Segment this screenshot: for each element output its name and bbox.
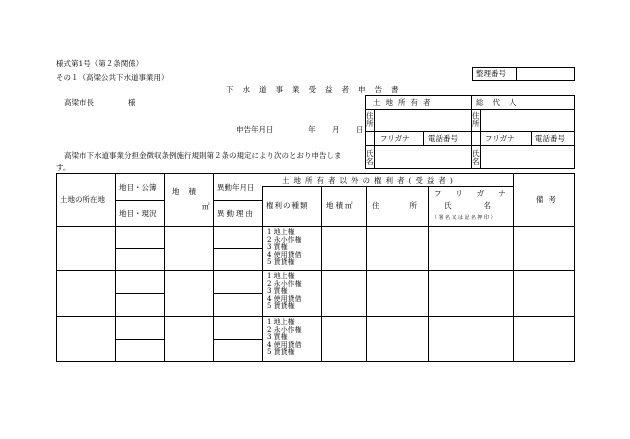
agent-furigana-label: フリガナ [485,134,515,143]
row3-location-field[interactable] [57,317,114,361]
right-option: 5 賃貸権 [267,302,295,311]
reference-number-field[interactable] [517,68,574,80]
right-option: 4 使用貸借 [267,294,302,303]
date-year-label: 年 [308,125,316,134]
owner-name-label: 氏名 [366,149,374,166]
statement-line-2: す。 [56,163,71,172]
right-option: 4 使用貸借 [267,250,302,259]
owner-address-label: 住所 [366,111,374,128]
form-sub-label: その１（高梁公共下水道事業用） [56,73,169,82]
agent-name-label: 氏名 [472,149,480,166]
right-option: 5 賃貸権 [267,348,295,357]
date-label: 申告年月日 [236,125,274,134]
col-furigana: フリガナ [434,189,520,198]
form-number: 様式第1号（第２条関係） [56,59,144,68]
agent-phone-label: 電話番号 [535,134,565,143]
right-option: 5 賃貸権 [267,258,295,267]
right-option: 1 地上権 [267,318,295,326]
col-right-type: 権利の種類 [266,201,309,210]
owner-label: 土地所有者 [373,98,436,107]
addressee: 高梁市長 [64,98,94,107]
owner-address-field[interactable] [375,110,470,130]
owner-furigana-label: フリガナ [380,134,410,143]
col-area: 地積 [172,187,205,196]
right-option: 4 使用貸借 [267,340,302,349]
row2-location-field[interactable] [57,271,114,315]
col-registry: 地目・公簿 [119,183,157,192]
right-option: 2 永小作権 [267,279,302,288]
agent-address-field[interactable] [481,110,574,130]
row3-rights-list[interactable] [267,319,302,357]
col-sub-area: 地積㎡ [326,201,355,210]
col-area-unit: ㎡ [202,202,210,211]
right-option: 3 質権 [267,287,288,296]
form-title: 下水道事業受益者申告書 [226,85,408,94]
owner-name-field[interactable] [375,146,470,168]
owner-phone-label: 電話番号 [428,134,458,143]
col-other-group: 土地所有者以外の権利者(受益者) [282,176,457,185]
row1-location-field[interactable] [57,227,114,269]
col-location: 土地の所在地 [60,195,105,204]
date-day-label: 日 [356,125,364,134]
col-current: 地目・現況 [119,209,157,218]
agent-name-field[interactable] [481,146,574,168]
row2-rights-list[interactable] [267,273,302,311]
date-month-label: 月 [332,125,340,134]
right-option: 1 地上権 [267,228,295,236]
col-name-note: （署名又は記名押印） [432,215,498,221]
row1-rights-list[interactable] [267,229,302,267]
right-option: 3 質権 [267,333,288,342]
col-remarks: 備考 [536,195,561,204]
addressee-honorific: 様 [128,98,136,107]
agent-address-label: 住所 [472,111,480,128]
right-option: 2 永小作権 [267,235,302,244]
col-change-date: 異動年月日 [217,183,255,192]
col-change-reason: 異動理由 [217,209,255,218]
col-address: 住所 [372,201,447,210]
agent-label: 総代人 [476,98,526,107]
col-name: 氏名 [444,201,523,210]
right-option: 3 質権 [267,243,288,252]
reference-number-label: 整理番号 [476,69,506,78]
right-option: 2 永小作権 [267,325,302,334]
right-option: 1 地上権 [267,272,295,280]
statement-line-1: 高梁市下水道事業分担金徴収条例施行規則第２条の規定により次のとおり申告しま [64,151,342,160]
